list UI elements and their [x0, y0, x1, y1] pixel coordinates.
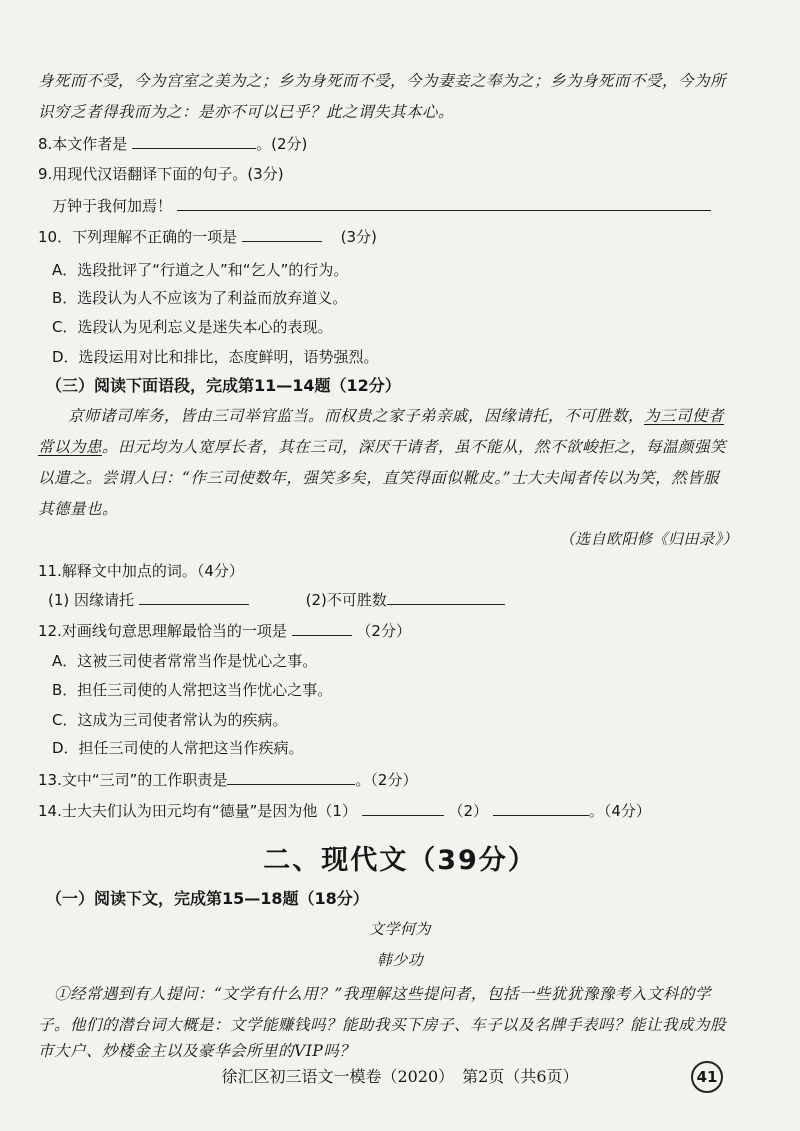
question-9: 9.用现代汉语翻译下面的句子。(3分)	[38, 165, 284, 183]
q13-prefix: 13.文中“三司”的工作职责是	[38, 771, 228, 789]
q10-prefix: 10．下列理解不正确的一项是	[38, 228, 238, 246]
q11-item-1: (1) 因缘请托	[48, 591, 135, 609]
question-12	[38, 619, 760, 642]
classical-text-1a: 京师诸司库务，皆由三司举官监当。而权贵之家子弟亲戚，因缘请托，不可胜数，	[68, 407, 645, 425]
q8-answer-blank[interactable]	[132, 132, 256, 149]
question-10	[38, 225, 760, 248]
q9-sentence: 万钟于我何加焉！	[52, 197, 173, 215]
article-para-1-line-3: 市大户、炒楼金主以及豪华会所里的VIP吗？	[38, 1042, 356, 1060]
q13-answer-blank[interactable]	[227, 768, 355, 785]
q14-suffix: 。（4分）	[588, 802, 651, 820]
q14-prefix: 14.士大夫们认为田元均有“德量”是因为他（1）	[38, 802, 357, 820]
article-author: 韩少功	[376, 951, 424, 969]
q12-option-d: D．担任三司使的人常把这当作疾病。	[52, 739, 304, 757]
question-13	[38, 768, 760, 791]
q9-answer-blank[interactable]	[177, 194, 711, 211]
passage-line-1: 身死而不受，今为宫室之美为之；乡为身死而不受，今为妻妾之奉为之；乡为身死而不受，今为所	[38, 72, 727, 90]
q12-option-b: B．担任三司使的人常把这当作忧心之事。	[52, 681, 333, 699]
q12-option-a: A．这被三司使者常常当作是忧心之事。	[52, 652, 318, 670]
q9-sentence-row	[52, 194, 760, 217]
classical-text-line-2	[38, 436, 760, 458]
page-number-badge: 41	[691, 1061, 723, 1093]
q12-answer-blank[interactable]	[292, 619, 352, 636]
question-8	[38, 132, 760, 155]
underlined-sentence-part-1: 为三司使者	[644, 407, 725, 425]
article-para-1-line-2: 子。他们的潜台词大概是：文学能赚钱吗？能助我买下房子、车子以及名牌手表吗？能让我成为股	[38, 1016, 727, 1034]
q10-option-a: A．选段批评了“行道之人”和“乞人”的行为。	[52, 261, 349, 279]
part-2-title: 二、现代文（39分）	[263, 845, 537, 876]
underlined-sentence-part-2: 常以为患	[38, 438, 103, 456]
q10-answer-blank[interactable]	[242, 225, 322, 242]
q11-blank-2[interactable]	[387, 588, 505, 605]
q14-blank-2[interactable]	[493, 799, 589, 816]
q11-item-2: (2)不可胜数	[305, 591, 387, 609]
classical-text-line-1	[68, 405, 760, 427]
q12-prefix: 12.对画线句意思理解最恰当的一项是	[38, 622, 287, 640]
q11-items	[48, 588, 760, 611]
classical-text-line-3: 以遣之。尝谓人曰：“作三司使数年，强笑多矣，直笑得面似靴皮。”士大夫闻者传以为笑，然皆服	[38, 469, 720, 487]
article-para-1-line-1: ①经常遇到有人提问：“文学有什么用？”我理解这些提问者，包括一些犹犹豫豫考入文科的学	[54, 985, 711, 1003]
article-title: 文学何为	[368, 920, 431, 938]
classical-text-line-4: 其德量也。	[38, 500, 119, 518]
q10-option-c: C．选段认为见利忘义是迷失本心的表现。	[52, 318, 333, 336]
q14-mid: （2）	[448, 802, 489, 820]
question-14	[38, 799, 760, 822]
q8-suffix: 。(2分)	[256, 135, 308, 153]
q14-blank-1[interactable]	[362, 799, 444, 816]
q10-option-d: D．选段运用对比和排比，态度鲜明，语势强烈。	[52, 348, 379, 366]
q11-blank-1[interactable]	[139, 588, 249, 605]
q12-score: （2分）	[356, 622, 411, 640]
section-p1-heading: （一）阅读下文，完成第15—18题（18分）	[46, 889, 369, 908]
q13-suffix: 。（2分）	[355, 771, 418, 789]
classical-text-2b: 。田元均为人宽厚长者，其在三司，深厌干请者，虽不能从，然不欲峻拒之，每温颜强笑	[102, 438, 727, 456]
section-3-heading: （三）阅读下面语段，完成第11—14题（12分）	[46, 376, 401, 395]
q10-option-b: B．选段认为人不应该为了利益而放弃道义。	[52, 289, 348, 307]
source-citation: （选自欧阳修《归田录》）	[559, 530, 738, 548]
page-footer: 徐汇区初三语文一模卷（2020） 第2页（共6页）	[221, 1067, 579, 1086]
q8-prefix: 8.本文作者是	[38, 135, 128, 153]
question-11: 11.解释文中加点的词。（4分）	[38, 562, 244, 580]
q10-score: (3分)	[340, 228, 377, 246]
passage-line-2: 识穷乏者得我而为之：是亦不可以已乎？此之谓失其本心。	[38, 103, 455, 121]
q12-option-c: C．这成为三司使者常认为的疾病。	[52, 711, 288, 729]
